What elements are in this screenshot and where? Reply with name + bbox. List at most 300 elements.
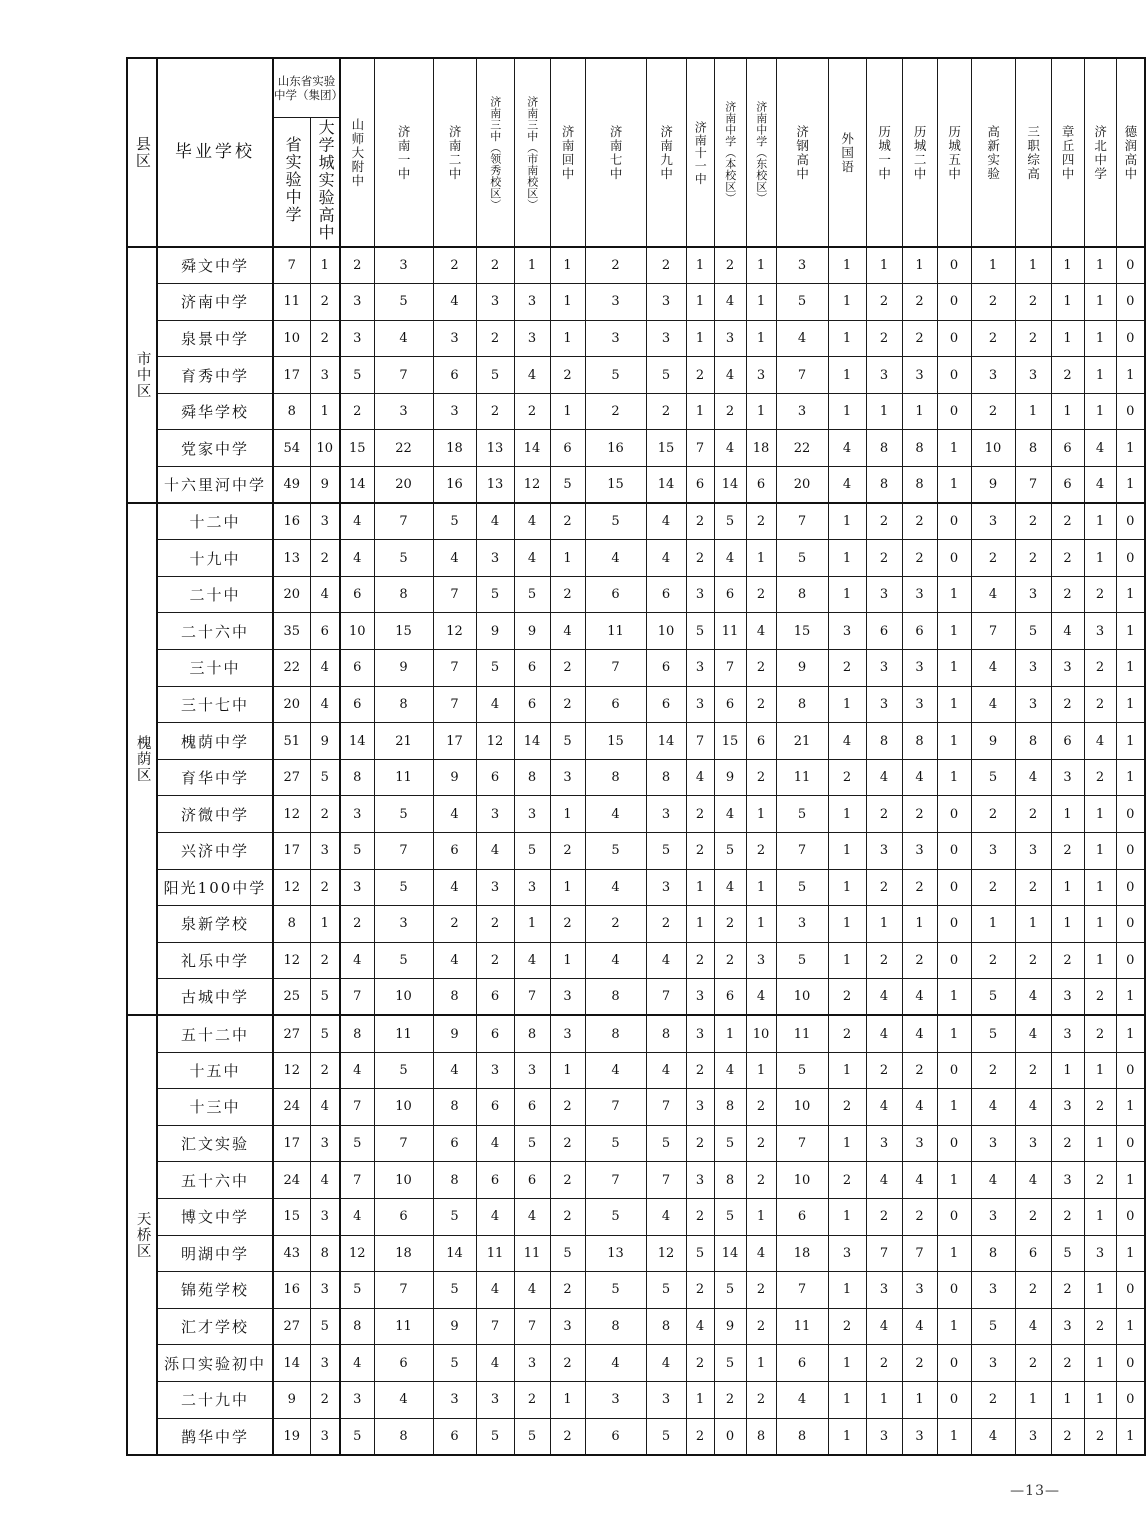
count-cell: 1	[746, 247, 776, 284]
school-name-cell: 三十七中	[157, 686, 273, 723]
count-cell: 6	[514, 1162, 550, 1199]
header-group-shandong-experimental	[273, 58, 343, 118]
count-cell: 2	[686, 1418, 714, 1455]
count-cell: 7	[585, 1089, 646, 1126]
count-cell: 2	[746, 1162, 776, 1199]
count-cell: 5	[374, 284, 433, 321]
table-row	[127, 1198, 1145, 1235]
count-cell: 1	[1116, 1015, 1145, 1052]
count-cell: 3	[340, 1381, 374, 1418]
count-cell: 6	[310, 613, 340, 650]
count-cell: 7	[514, 1308, 550, 1345]
table-header	[127, 58, 1145, 247]
count-cell: 1	[550, 942, 585, 979]
count-cell: 1	[1051, 869, 1084, 906]
count-cell: 8	[776, 1418, 828, 1455]
count-cell: 2	[340, 393, 374, 430]
header-col-18-label: 章丘四中	[1060, 124, 1076, 181]
school-name-cell: 十二中	[157, 503, 273, 540]
count-cell: 1	[1084, 942, 1116, 979]
count-cell: 3	[866, 576, 902, 613]
header-col-3	[476, 58, 514, 247]
count-cell: 4	[550, 613, 585, 650]
table-row	[127, 1235, 1145, 1272]
count-cell: 17	[273, 833, 310, 870]
count-cell: 3	[1015, 357, 1051, 394]
count-cell: 11	[585, 613, 646, 650]
count-cell: 6	[866, 613, 902, 650]
count-cell: 2	[686, 1052, 714, 1089]
count-cell: 3	[476, 869, 514, 906]
header-col-4	[514, 58, 550, 247]
count-cell: 4	[646, 1198, 686, 1235]
count-cell: 2	[866, 869, 902, 906]
count-cell: 3	[514, 796, 550, 833]
count-cell: 8	[310, 1235, 340, 1272]
count-cell: 1	[828, 1052, 866, 1089]
count-cell: 2	[971, 1052, 1015, 1089]
count-cell: 3	[310, 1125, 340, 1162]
count-cell: 10	[776, 979, 828, 1016]
count-cell: 1	[514, 906, 550, 943]
table-row	[127, 1015, 1145, 1052]
count-cell: 4	[646, 540, 686, 577]
count-cell: 7	[433, 650, 476, 687]
table-row	[127, 540, 1145, 577]
count-cell: 10	[646, 613, 686, 650]
header-subcol-university-city	[310, 118, 340, 248]
count-cell: 0	[937, 833, 971, 870]
count-cell: 2	[1015, 1345, 1051, 1382]
count-cell: 1	[1116, 979, 1145, 1016]
count-cell: 12	[646, 1235, 686, 1272]
count-cell: 2	[902, 503, 937, 540]
header-col-15	[937, 58, 971, 247]
count-cell: 0	[937, 1125, 971, 1162]
header-col-10	[746, 58, 776, 247]
count-cell: 8	[433, 1089, 476, 1126]
count-cell: 12	[433, 613, 476, 650]
count-cell: 3	[1015, 686, 1051, 723]
count-cell: 3	[971, 1345, 1015, 1382]
count-cell: 8	[971, 1235, 1015, 1272]
count-cell: 5	[776, 869, 828, 906]
header-col-7-label: 济南九中	[658, 124, 674, 181]
count-cell: 9	[714, 1308, 746, 1345]
district-label: 市中区	[134, 351, 151, 400]
count-cell: 7	[374, 1272, 433, 1309]
count-cell: 1	[902, 393, 937, 430]
count-cell: 22	[374, 430, 433, 467]
count-cell: 3	[828, 613, 866, 650]
count-cell: 10	[746, 1015, 776, 1052]
count-cell: 10	[273, 320, 310, 357]
count-cell: 6	[433, 1418, 476, 1455]
count-cell: 3	[902, 1125, 937, 1162]
count-cell: 6	[1051, 430, 1084, 467]
count-cell: 2	[310, 540, 340, 577]
table-row	[127, 1089, 1145, 1126]
count-cell: 1	[937, 1015, 971, 1052]
count-cell: 1	[550, 869, 585, 906]
count-cell: 4	[866, 1089, 902, 1126]
count-cell: 51	[273, 723, 310, 760]
count-cell: 4	[374, 1381, 433, 1418]
count-cell: 3	[776, 247, 828, 284]
count-cell: 2	[550, 906, 585, 943]
count-cell: 4	[714, 796, 746, 833]
count-cell: 2	[714, 1381, 746, 1418]
count-cell: 2	[746, 1308, 776, 1345]
count-cell: 4	[476, 686, 514, 723]
count-cell: 5	[585, 833, 646, 870]
count-cell: 1	[1084, 1345, 1116, 1382]
count-cell: 3	[550, 1015, 585, 1052]
district-cell	[127, 1015, 157, 1454]
count-cell: 3	[971, 503, 1015, 540]
count-cell: 1	[828, 906, 866, 943]
count-cell: 18	[746, 430, 776, 467]
count-cell: 7	[433, 686, 476, 723]
count-cell: 2	[902, 1345, 937, 1382]
count-cell: 2	[310, 796, 340, 833]
count-cell: 3	[746, 357, 776, 394]
count-cell: 4	[746, 1235, 776, 1272]
count-cell: 8	[746, 1418, 776, 1455]
count-cell: 0	[1116, 284, 1145, 321]
header-col-2	[433, 58, 476, 247]
count-cell: 5	[476, 357, 514, 394]
count-cell: 8	[866, 430, 902, 467]
count-cell: 1	[1084, 869, 1116, 906]
count-cell: 3	[514, 1052, 550, 1089]
count-cell: 1	[550, 320, 585, 357]
count-cell: 2	[585, 906, 646, 943]
count-cell: 2	[550, 576, 585, 613]
count-cell: 2	[902, 869, 937, 906]
count-cell: 4	[714, 869, 746, 906]
count-cell: 1	[937, 430, 971, 467]
table-row	[127, 284, 1145, 321]
count-cell: 1	[1116, 686, 1145, 723]
count-cell: 4	[828, 723, 866, 760]
count-cell: 1	[1084, 540, 1116, 577]
school-name-cell: 济南中学	[157, 284, 273, 321]
count-cell: 6	[776, 1345, 828, 1382]
count-cell: 4	[340, 540, 374, 577]
school-name-cell: 五十六中	[157, 1162, 273, 1199]
count-cell: 4	[902, 1015, 937, 1052]
count-cell: 1	[686, 906, 714, 943]
count-cell: 3	[646, 1381, 686, 1418]
count-cell: 2	[828, 1308, 866, 1345]
count-cell: 3	[476, 284, 514, 321]
count-cell: 5	[776, 284, 828, 321]
table-row	[127, 833, 1145, 870]
header-district-label: 县区	[133, 136, 152, 169]
count-cell: 0	[937, 796, 971, 833]
count-cell: 6	[476, 759, 514, 796]
count-cell: 15	[776, 613, 828, 650]
count-cell: 2	[310, 284, 340, 321]
count-cell: 5	[340, 1418, 374, 1455]
school-name-cell: 舜文中学	[157, 247, 273, 284]
table-row	[127, 759, 1145, 796]
district-cell	[127, 503, 157, 1015]
count-cell: 6	[550, 430, 585, 467]
count-cell: 5	[971, 759, 1015, 796]
page-number: —13—	[1010, 1483, 1060, 1499]
count-cell: 1	[828, 869, 866, 906]
school-name-cell: 兴济中学	[157, 833, 273, 870]
count-cell: 2	[902, 1198, 937, 1235]
school-name-cell: 五十二中	[157, 1015, 273, 1052]
count-cell: 20	[776, 467, 828, 504]
count-cell: 6	[374, 1198, 433, 1235]
count-cell: 0	[937, 247, 971, 284]
count-cell: 9	[374, 650, 433, 687]
count-cell: 3	[1051, 1162, 1084, 1199]
school-name-cell: 阳光100中学	[157, 869, 273, 906]
count-cell: 1	[828, 686, 866, 723]
header-col-20-label: 德润高中	[1122, 124, 1138, 181]
school-name-cell: 泉新学校	[157, 906, 273, 943]
count-cell: 0	[1116, 1381, 1145, 1418]
count-cell: 6	[1015, 1235, 1051, 1272]
count-cell: 2	[433, 247, 476, 284]
count-cell: 3	[310, 1198, 340, 1235]
count-cell: 4	[714, 540, 746, 577]
count-cell: 9	[273, 1381, 310, 1418]
count-cell: 8	[585, 759, 646, 796]
count-cell: 2	[828, 1015, 866, 1052]
count-cell: 0	[1116, 796, 1145, 833]
count-cell: 7	[902, 1235, 937, 1272]
count-cell: 4	[310, 650, 340, 687]
count-cell: 11	[374, 759, 433, 796]
count-cell: 1	[310, 906, 340, 943]
count-cell: 8	[514, 759, 550, 796]
count-cell: 12	[273, 796, 310, 833]
count-cell: 4	[971, 686, 1015, 723]
count-cell: 1	[746, 540, 776, 577]
count-cell: 4	[902, 1089, 937, 1126]
count-cell: 13	[476, 430, 514, 467]
count-cell: 0	[937, 1272, 971, 1309]
count-cell: 2	[746, 650, 776, 687]
count-cell: 10	[776, 1162, 828, 1199]
count-cell: 2	[550, 503, 585, 540]
count-cell: 1	[1116, 650, 1145, 687]
count-cell: 3	[1051, 759, 1084, 796]
table-row	[127, 906, 1145, 943]
count-cell: 6	[476, 1089, 514, 1126]
count-cell: 27	[273, 759, 310, 796]
count-cell: 4	[828, 430, 866, 467]
header-col-1	[374, 58, 433, 247]
count-cell: 3	[902, 833, 937, 870]
count-cell: 12	[273, 1052, 310, 1089]
count-cell: 2	[746, 503, 776, 540]
count-cell: 2	[310, 1052, 340, 1089]
school-name-cell: 博文中学	[157, 1198, 273, 1235]
count-cell: 6	[476, 979, 514, 1016]
count-cell: 3	[1015, 1418, 1051, 1455]
count-cell: 3	[1051, 1308, 1084, 1345]
header-school-label: 毕业学校	[175, 141, 255, 162]
count-cell: 4	[1015, 1308, 1051, 1345]
count-cell: 21	[374, 723, 433, 760]
count-cell: 2	[686, 942, 714, 979]
count-cell: 4	[866, 1308, 902, 1345]
school-name-cell: 锦苑学校	[157, 1272, 273, 1309]
header-col-0	[340, 58, 374, 247]
header-group-label: 山东省实验中学（集团）	[274, 73, 343, 102]
count-cell: 8	[646, 759, 686, 796]
count-cell: 2	[746, 1381, 776, 1418]
count-cell: 4	[476, 1125, 514, 1162]
count-cell: 2	[1015, 1272, 1051, 1309]
school-name-cell: 汇文实验	[157, 1125, 273, 1162]
count-cell: 3	[550, 979, 585, 1016]
table-row	[127, 1125, 1145, 1162]
count-cell: 0	[1116, 1345, 1145, 1382]
school-name-cell: 礼乐中学	[157, 942, 273, 979]
count-cell: 4	[340, 503, 374, 540]
count-cell: 12	[514, 467, 550, 504]
count-cell: 1	[1015, 906, 1051, 943]
count-cell: 4	[971, 650, 1015, 687]
count-cell: 1	[937, 650, 971, 687]
count-cell: 1	[828, 284, 866, 321]
count-cell: 16	[273, 503, 310, 540]
count-cell: 1	[902, 1381, 937, 1418]
count-cell: 2	[971, 284, 1015, 321]
count-cell: 2	[902, 796, 937, 833]
count-cell: 1	[1051, 906, 1084, 943]
count-cell: 2	[902, 540, 937, 577]
count-cell: 9	[433, 1308, 476, 1345]
count-cell: 16	[273, 1272, 310, 1309]
count-cell: 49	[273, 467, 310, 504]
count-cell: 35	[273, 613, 310, 650]
count-cell: 9	[514, 613, 550, 650]
count-cell: 3	[646, 320, 686, 357]
school-name-cell: 十五中	[157, 1052, 273, 1089]
count-cell: 17	[433, 723, 476, 760]
count-cell: 16	[433, 467, 476, 504]
count-cell: 4	[310, 686, 340, 723]
count-cell: 3	[476, 1052, 514, 1089]
count-cell: 5	[585, 1198, 646, 1235]
count-cell: 3	[1051, 650, 1084, 687]
count-cell: 2	[1015, 869, 1051, 906]
count-cell: 4	[340, 1052, 374, 1089]
count-cell: 2	[746, 1089, 776, 1126]
count-cell: 5	[714, 833, 746, 870]
count-cell: 1	[828, 576, 866, 613]
header-col-1-label: 济南一中	[396, 124, 412, 181]
count-cell: 2	[476, 393, 514, 430]
count-cell: 2	[550, 1418, 585, 1455]
table-row	[127, 942, 1145, 979]
count-cell: 1	[1084, 503, 1116, 540]
count-cell: 3	[828, 1235, 866, 1272]
count-cell: 2	[1084, 979, 1116, 1016]
count-cell: 9	[776, 650, 828, 687]
count-cell: 2	[828, 1162, 866, 1199]
header-district	[127, 58, 157, 247]
count-cell: 2	[902, 942, 937, 979]
count-cell: 2	[971, 942, 1015, 979]
count-cell: 0	[1116, 942, 1145, 979]
count-cell: 5	[310, 759, 340, 796]
count-cell: 1	[686, 320, 714, 357]
table-row	[127, 247, 1145, 284]
count-cell: 10	[340, 613, 374, 650]
count-cell: 3	[714, 320, 746, 357]
count-cell: 3	[1084, 613, 1116, 650]
count-cell: 1	[937, 613, 971, 650]
count-cell: 7	[714, 650, 746, 687]
count-cell: 2	[310, 320, 340, 357]
count-cell: 7	[776, 503, 828, 540]
count-cell: 3	[585, 284, 646, 321]
count-cell: 1	[746, 906, 776, 943]
school-name-cell: 二十中	[157, 576, 273, 613]
count-cell: 1	[686, 1381, 714, 1418]
count-cell: 2	[550, 1272, 585, 1309]
count-cell: 1	[866, 906, 902, 943]
count-cell: 4	[776, 320, 828, 357]
count-cell: 0	[1116, 906, 1145, 943]
count-cell: 8	[340, 1015, 374, 1052]
count-cell: 7	[374, 1125, 433, 1162]
count-cell: 1	[746, 1198, 776, 1235]
count-cell: 2	[686, 1272, 714, 1309]
count-cell: 3	[866, 1272, 902, 1309]
count-cell: 3	[374, 906, 433, 943]
count-cell: 1	[937, 979, 971, 1016]
count-cell: 7	[585, 650, 646, 687]
count-cell: 5	[514, 1418, 550, 1455]
count-cell: 2	[340, 247, 374, 284]
count-cell: 2	[1015, 320, 1051, 357]
count-cell: 12	[476, 723, 514, 760]
count-cell: 2	[902, 320, 937, 357]
count-cell: 22	[273, 650, 310, 687]
table-row	[127, 650, 1145, 687]
count-cell: 1	[828, 320, 866, 357]
count-cell: 24	[273, 1089, 310, 1126]
count-cell: 6	[714, 576, 746, 613]
count-cell: 0	[937, 320, 971, 357]
count-cell: 4	[310, 576, 340, 613]
table-row	[127, 1272, 1145, 1309]
count-cell: 4	[971, 1162, 1015, 1199]
school-name-cell: 舜华学校	[157, 393, 273, 430]
count-cell: 7	[1015, 467, 1051, 504]
count-cell: 1	[686, 284, 714, 321]
count-cell: 8	[374, 576, 433, 613]
count-cell: 4	[476, 503, 514, 540]
table-row	[127, 1345, 1145, 1382]
count-cell: 0	[937, 1052, 971, 1089]
count-cell: 3	[310, 833, 340, 870]
count-cell: 4	[646, 1345, 686, 1382]
count-cell: 1	[746, 320, 776, 357]
school-name-cell: 汇才学校	[157, 1308, 273, 1345]
